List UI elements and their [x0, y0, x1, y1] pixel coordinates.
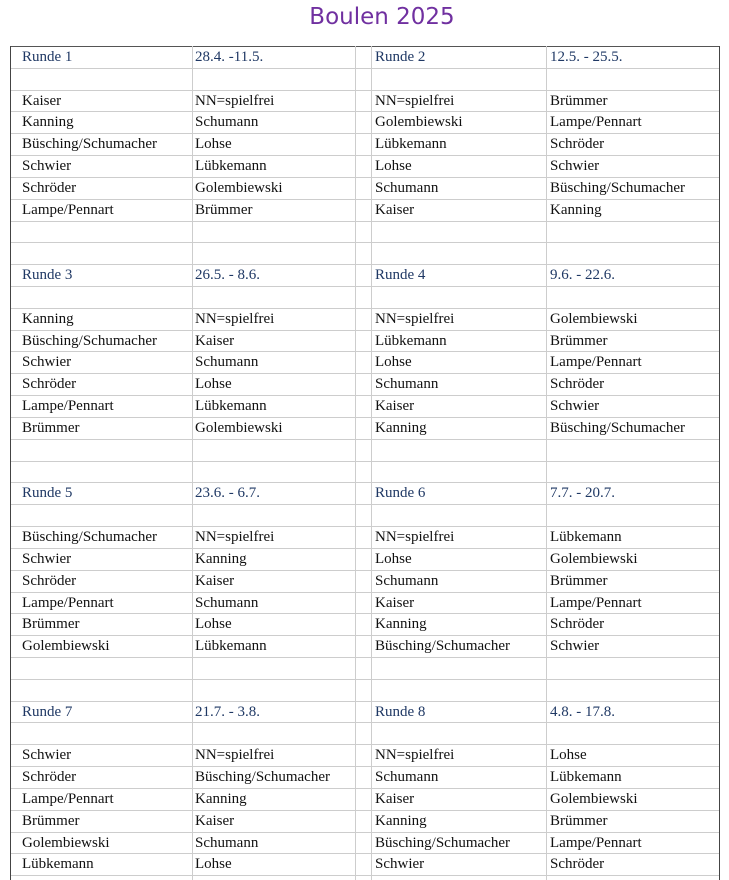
team-name: Lohse [375, 551, 412, 567]
grid-row-line [10, 90, 719, 91]
team-name: Lampe/Pennart [22, 398, 114, 414]
team-name: Schwier [550, 638, 600, 654]
grid-column-line [371, 46, 372, 880]
team-name: Büsching/Schumacher [22, 136, 157, 152]
team-name: Büsching/Schumacher [195, 769, 330, 785]
team-name: Schumann [375, 769, 439, 785]
round-dates: 4.8. - 17.8. [550, 704, 615, 720]
round-dates: 28.4. -11.5. [195, 49, 264, 65]
grid-row-line [10, 635, 719, 636]
round-dates: 9.6. - 22.6. [550, 267, 615, 283]
team-name: Schwier [22, 354, 72, 370]
team-name: Schröder [22, 573, 77, 589]
team-name: Brümmer [550, 573, 608, 589]
team-name: NN=spielfrei [375, 747, 455, 763]
team-name: Kaiser [375, 595, 415, 611]
round-label: Runde 6 [375, 485, 426, 501]
team-name: Schumann [375, 573, 439, 589]
round-dates: 21.7. - 3.8. [195, 704, 260, 720]
team-name: Schröder [550, 376, 605, 392]
team-name: Schwier [22, 158, 72, 174]
team-name: Kanning [22, 114, 74, 130]
team-name: Kaiser [22, 93, 62, 109]
team-name: Lohse [195, 376, 232, 392]
team-name: Lohse [195, 616, 232, 632]
round-label: Runde 7 [22, 704, 73, 720]
grid-column-line [192, 46, 193, 880]
team-name: Golembiewski [22, 638, 110, 654]
grid-column-line [719, 46, 720, 880]
grid-column-line [355, 46, 356, 880]
team-name: Kaiser [195, 573, 235, 589]
team-name: Lohse [195, 136, 232, 152]
schedule-table [0, 46, 729, 880]
team-name: Schwier [22, 551, 72, 567]
team-name: NN=spielfrei [375, 311, 455, 327]
grid-row-line [10, 461, 719, 462]
team-name: Schröder [550, 136, 605, 152]
team-name: Kanning [375, 420, 427, 436]
team-name: Lübkemann [550, 529, 622, 545]
team-name: Schröder [550, 616, 605, 632]
team-name: Lübkemann [22, 856, 94, 872]
team-name: Schumann [375, 376, 439, 392]
team-name: NN=spielfrei [375, 529, 455, 545]
team-name: Lübkemann [550, 769, 622, 785]
grid-row-line [10, 679, 719, 680]
team-name: Golembiewski [550, 791, 638, 807]
team-name: Schumann [195, 835, 259, 851]
team-name: Lohse [550, 747, 587, 763]
round-label: Runde 3 [22, 267, 73, 283]
team-name: Kanning [22, 311, 74, 327]
round-dates: 7.7. - 20.7. [550, 485, 615, 501]
team-name: Lampe/Pennart [22, 595, 114, 611]
grid-row-line [10, 242, 719, 243]
team-name: Kanning [375, 813, 427, 829]
grid-row-line [10, 657, 719, 658]
team-name: Büsching/Schumacher [22, 333, 157, 349]
team-name: NN=spielfrei [195, 93, 275, 109]
round-dates: 26.5. - 8.6. [195, 267, 260, 283]
team-name: Golembiewski [195, 420, 283, 436]
grid-row-line [10, 199, 719, 200]
team-name: Kaiser [375, 791, 415, 807]
team-name: NN=spielfrei [195, 747, 275, 763]
round-label: Runde 4 [375, 267, 426, 283]
team-name: Brümmer [22, 420, 80, 436]
grid-row-line [10, 373, 719, 374]
team-name: Kaiser [195, 333, 235, 349]
team-name: Golembiewski [195, 180, 283, 196]
team-name: Lampe/Pennart [550, 354, 642, 370]
team-name: Golembiewski [550, 551, 638, 567]
team-name: Schröder [22, 376, 77, 392]
team-name: Kanning [195, 551, 247, 567]
team-name: Büsching/Schumacher [375, 638, 510, 654]
team-name: Kaiser [375, 398, 415, 414]
team-name: Brümmer [550, 813, 608, 829]
team-name: Büsching/Schumacher [550, 420, 685, 436]
grid-row-line [10, 155, 719, 156]
grid-row-line [10, 744, 719, 745]
team-name: Lübkemann [195, 398, 267, 414]
team-name: Schwier [550, 398, 600, 414]
team-name: NN=spielfrei [375, 93, 455, 109]
team-name: Schwier [22, 747, 72, 763]
grid-row-line [10, 221, 719, 222]
team-name: Brümmer [550, 93, 608, 109]
team-name: Kaiser [195, 813, 235, 829]
grid-row-line [10, 504, 719, 505]
grid-row-line [10, 875, 719, 876]
grid-row-line [10, 395, 719, 396]
grid-row-line [10, 439, 719, 440]
team-name: Schumann [195, 595, 259, 611]
team-name: Lübkemann [195, 638, 267, 654]
team-name: Lohse [375, 158, 412, 174]
team-name: Kanning [195, 791, 247, 807]
page-title: Boulen 2025 [309, 4, 455, 30]
team-name: Lampe/Pennart [22, 202, 114, 218]
grid-row-line [10, 570, 719, 571]
grid-row-line [10, 68, 719, 69]
team-name: Schwier [375, 856, 425, 872]
round-label: Runde 5 [22, 485, 73, 501]
team-name: Schumann [195, 354, 259, 370]
team-name: Brümmer [195, 202, 253, 218]
round-label: Runde 2 [375, 49, 426, 65]
team-name: Büsching/Schumacher [375, 835, 510, 851]
round-dates: 12.5. - 25.5. [550, 49, 623, 65]
team-name: Brümmer [550, 333, 608, 349]
team-name: Golembiewski [375, 114, 463, 130]
team-name: Büsching/Schumacher [550, 180, 685, 196]
team-name: Golembiewski [550, 311, 638, 327]
team-name: Lampe/Pennart [550, 114, 642, 130]
team-name: Lohse [195, 856, 232, 872]
team-name: Lampe/Pennart [550, 835, 642, 851]
team-name: Brümmer [22, 616, 80, 632]
team-name: Brümmer [22, 813, 80, 829]
team-name: Schröder [22, 180, 77, 196]
team-name: Lampe/Pennart [550, 595, 642, 611]
team-name: Lübkemann [375, 333, 447, 349]
grid-row-line [10, 810, 719, 811]
team-name: Schröder [550, 856, 605, 872]
round-label: Runde 1 [22, 49, 73, 65]
team-name: Kaiser [375, 202, 415, 218]
team-name: Lampe/Pennart [22, 791, 114, 807]
team-name: Schumann [195, 114, 259, 130]
team-name: Lohse [375, 354, 412, 370]
grid-column-line [546, 46, 547, 880]
team-name: Golembiewski [22, 835, 110, 851]
grid-column-line [10, 46, 11, 880]
team-name: NN=spielfrei [195, 311, 275, 327]
team-name: Schröder [22, 769, 77, 785]
team-name: Büsching/Schumacher [22, 529, 157, 545]
team-name: Schumann [375, 180, 439, 196]
team-name: Kanning [375, 616, 427, 632]
team-name: Lübkemann [375, 136, 447, 152]
team-name: Schwier [550, 158, 600, 174]
round-label: Runde 8 [375, 704, 426, 720]
team-name: Kanning [550, 202, 602, 218]
round-dates: 23.6. - 6.7. [195, 485, 260, 501]
team-name: NN=spielfrei [195, 529, 275, 545]
grid-row-line [10, 286, 719, 287]
team-name: Lübkemann [195, 158, 267, 174]
